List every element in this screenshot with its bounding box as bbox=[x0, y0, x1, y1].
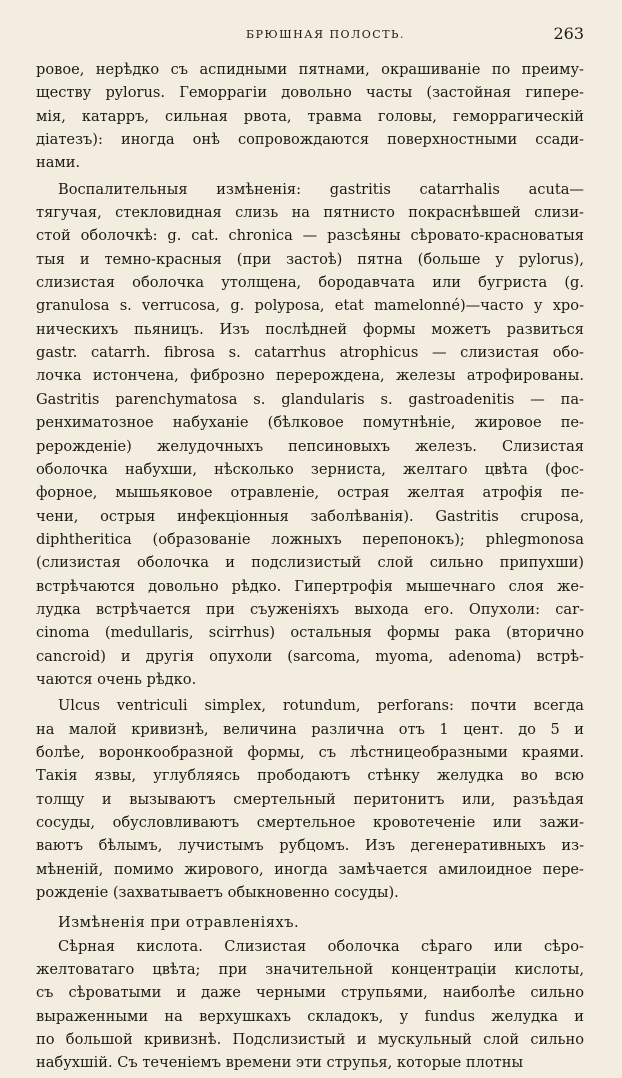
text-line: на малой кривизнѣ, величина различна отъ 1 цент. до 5 и bbox=[36, 720, 584, 738]
text-line: ваютъ бѣлымъ, лучистымъ рубцомъ. Изъ дегенеративныхъ из- bbox=[36, 837, 584, 855]
text-line: diphtheritica (образованіе ложныхъ перепонокъ); phlegmonosa bbox=[36, 530, 584, 548]
paragraph-gap bbox=[36, 904, 584, 907]
text-line: встрѣчаются довольно рѣдко. Гипертрофія мышечнаго слоя же- bbox=[36, 577, 584, 595]
text-line: Такія язвы, углубляясь прободаютъ стѣнку желудка во всю bbox=[36, 767, 584, 785]
text-line: съ сѣроватыми и даже черными струпьями, наиболѣе сильно bbox=[36, 984, 584, 1002]
page-body bbox=[36, 58, 584, 1078]
text-line: оболочка набухши, нѣсколько зерниста, желтаго цвѣта (фос- bbox=[36, 460, 584, 478]
text-line: мія, катарръ, сильная рвота, травма головы, геморрагическій bbox=[36, 107, 584, 125]
paragraph bbox=[36, 694, 584, 904]
text-line: чаются очень рѣдко. bbox=[36, 670, 197, 688]
text-line: тыя и темно-красныя (при застоѣ) пятна (больше у pylorus), bbox=[36, 250, 584, 268]
text-line: толщу и вызываютъ смертельный перитонитъ или, разъѣдая bbox=[36, 790, 584, 808]
text-line: granulosa s. verrucosa, g. polyposa, etat mamelonné)—часто у хро- bbox=[36, 297, 584, 315]
text-line: (слизистая оболочка и подслизистый слой сильно припухши) bbox=[36, 554, 584, 572]
text-line: чени, острыя инфекціонныя заболѣванія). Gastritis cruposa, bbox=[36, 507, 584, 525]
text-line: gastr. catarrh. fibrosa s. catarrhus atrophicus — слизистая обо- bbox=[36, 344, 584, 362]
text-line: Сѣрная кислота. Слизистая оболочка сѣраго или сѣро- bbox=[58, 937, 584, 955]
text-line: выраженными на верхушкахъ складокъ, у fundus желудка и bbox=[36, 1007, 584, 1025]
text-line: ществу pylorus. Геморрагіи довольно часты (застойная гипере- bbox=[36, 84, 584, 102]
paragraph bbox=[36, 178, 584, 692]
text-line: лочка истончена, фиброзно перерождена, железы атрофированы. bbox=[36, 367, 584, 385]
text-line: Gastritis parenchymatosa s. glandularis s. gastroadenitis — па- bbox=[36, 390, 584, 408]
text-line: слизистая оболочка утолщена, бородавчата или бугриста (g. bbox=[36, 274, 584, 292]
text-line: нами. bbox=[36, 154, 81, 172]
text-line: ровое, нерѣдко съ аспидными пятнами, окрашиваніе по преиму- bbox=[36, 61, 584, 78]
paragraph bbox=[36, 935, 584, 1075]
paragraph bbox=[36, 58, 584, 175]
text-line: мѣненій, помимо жирового, иногда замѣчается амилоидное пере- bbox=[36, 860, 584, 878]
text-line: набухшій. Съ теченіемъ времени эти струпья, которые плотны bbox=[36, 1054, 524, 1072]
text-line: cinoma (medullaris, scirrhus) остальныя формы рака (вторично bbox=[36, 624, 584, 642]
text-line: тягучая, стекловидная слизь на пятнисто покраснѣвшей слизи- bbox=[36, 204, 584, 222]
text-line: ническихъ пьяницъ. Изъ послѣдней формы можетъ развиться bbox=[36, 320, 584, 338]
text-line: болѣе, воронкообразной формы, съ лѣстницеобразными краями. bbox=[36, 743, 584, 761]
paragraph-gap bbox=[36, 1075, 584, 1078]
text-line: лудка встрѣчается при съуженіяхъ выхода его. Опухоли: car- bbox=[36, 600, 584, 618]
running-title: БРЮШНАЯ ПОЛОСТЬ. bbox=[246, 28, 405, 41]
page-number: 263 bbox=[553, 24, 584, 43]
text-line: желтоватаго цвѣта; при значительной концентраціи кислоты, bbox=[36, 961, 584, 979]
text-line: ренхиматозное набуханіе (бѣлковое помутнѣніе, жировое пе- bbox=[36, 414, 584, 432]
text-line: стой оболочкѣ: g. cat. chronica — разсѣяны сѣровато-красноватыя bbox=[36, 227, 584, 245]
text-line: Ulcus ventriculi simplex, rotundum, perforans: почти всегда bbox=[58, 697, 584, 715]
text-line: cancroid) и другія опухоли (sarcoma, myoma, adenoma) встрѣ- bbox=[36, 647, 584, 665]
text-line: рожденіе (захватываетъ обыкновенно сосуды). bbox=[36, 884, 399, 902]
text-line: рерожденіе) желудочныхъ пепсиновыхъ железъ. Слизистая bbox=[36, 437, 584, 455]
text-line: Воспалительныя измѣненія: gastritis catarrhalis acuta— bbox=[58, 180, 584, 198]
section-heading: Измѣненія при отравленіяхъ. bbox=[58, 914, 300, 932]
text-line: сосуды, обусловливаютъ смертельное кровотеченіе или зажи- bbox=[36, 814, 584, 831]
text-line: діатезъ): иногда онѣ сопровождаются поверхностными ссади- bbox=[36, 131, 584, 149]
page-header bbox=[236, 24, 584, 48]
text-line: по большой кривизнѣ. Подслизистый и мускульный слой сильно bbox=[36, 1031, 584, 1049]
text-line: форное, мышьяковое отравленіе, острая желтая атрофія пе- bbox=[36, 484, 584, 502]
